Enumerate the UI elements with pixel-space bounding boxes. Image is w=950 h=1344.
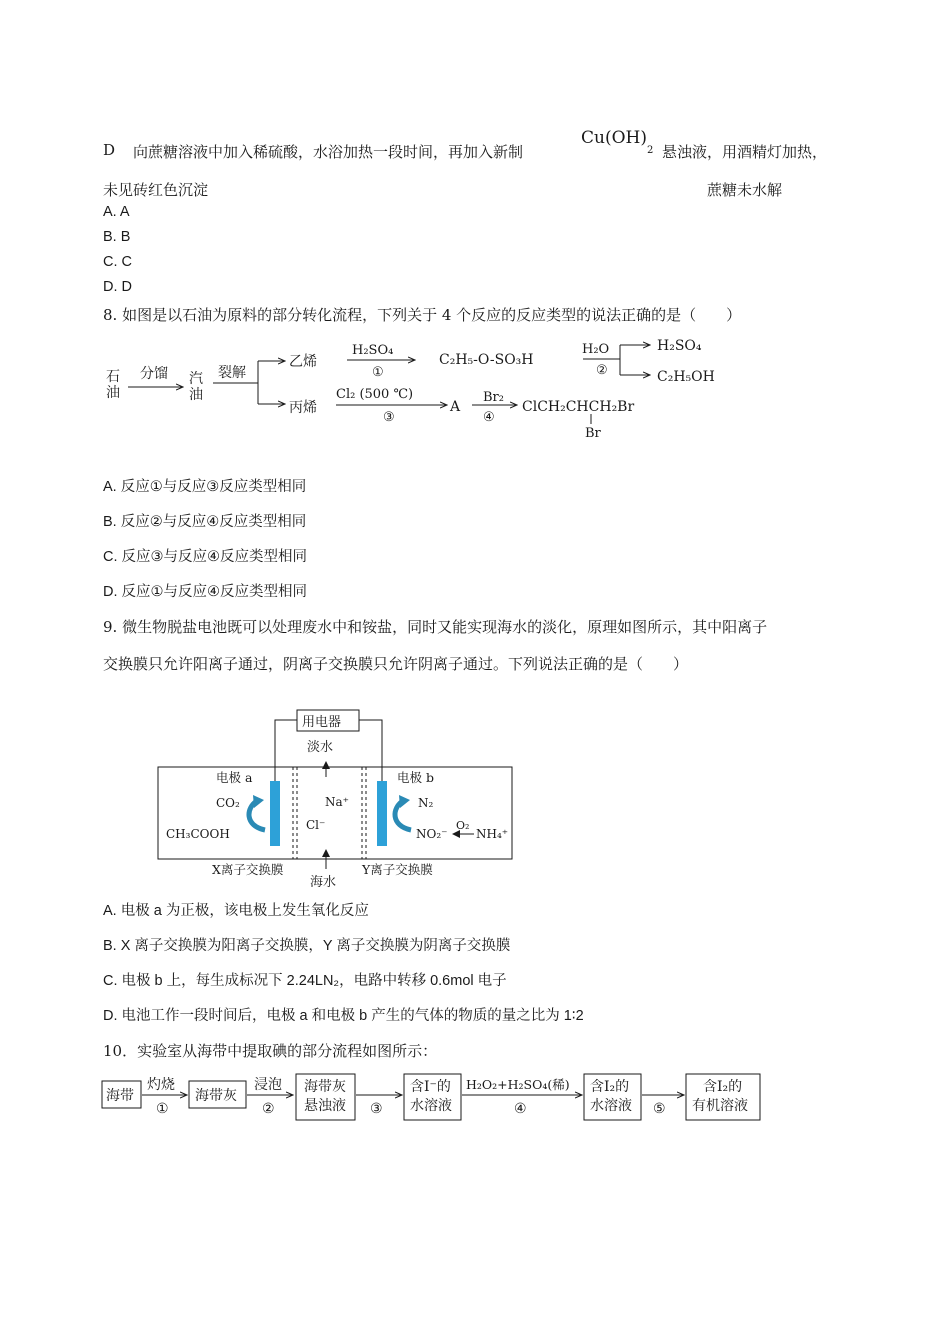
q8-final-product: ClCH₂CHCH₂Br xyxy=(522,399,635,415)
q7-formula-cuoh: $Cu(OH)_2$ xyxy=(581,128,654,156)
q8-reagent-br2: Br₂ xyxy=(483,390,504,405)
q9-y-membrane-label: Y离子交换膜 xyxy=(362,862,433,877)
q9-n2: N₂ xyxy=(418,796,434,810)
q8-step2: ② xyxy=(596,363,608,378)
q8-cracking-label: 裂解 xyxy=(218,365,246,381)
q8-reagent-h2so4: H₂SO₄ xyxy=(352,343,394,358)
q8-option-b[interactable]: B. 反应②与反应④反应类型相同 xyxy=(103,514,307,530)
q8-propylene: 丙烯 xyxy=(289,400,317,416)
q8-step1: ① xyxy=(372,365,384,380)
q7-row-d-text-b: 悬浊液，用酒精灯加热， xyxy=(662,143,828,161)
q10-n1: ① xyxy=(156,1101,169,1117)
q9-fresh-water: 淡水 xyxy=(307,740,334,755)
q8-step3: ③ xyxy=(383,410,395,425)
q8-petroleum-char1: 石 xyxy=(106,369,120,385)
q9-acetic-acid: CH₃COOH xyxy=(166,827,230,841)
q10-box5-line2: 水溶液 xyxy=(590,1098,632,1114)
q10-box4-line1: 含I⁻的 xyxy=(410,1079,451,1095)
q10-box5-line1: 含I₂的 xyxy=(590,1079,630,1095)
q9-stem-line2: 交换膜只允许阳离子通过，阴离子交换膜只允许阴离子通过。下列说法正确的是（ ） xyxy=(103,655,689,673)
q8-final-branch: Br xyxy=(585,426,601,441)
q7-row-d-conclusion: 蔗糖未水解 xyxy=(707,181,783,199)
q10-box2-text: 海带灰 xyxy=(195,1088,237,1104)
q9-stem-line1: 9. 微生物脱盐电池既可以处理废水中和铵盐，同时又能实现海水的淡化，原理如图所示，其中阳离子 xyxy=(103,618,768,636)
q8-option-c[interactable]: C. 反应③与反应④反应类型相同 xyxy=(103,549,308,565)
q7-option-a[interactable]: A. A xyxy=(103,204,130,220)
q10-n2: ② xyxy=(262,1101,275,1117)
q9-option-b[interactable]: B. X 离子交换膜为阳离子交换膜，Y 离子交换膜为阴离子交换膜 xyxy=(103,938,511,954)
q7-row-d-text-c: 未见砖红色沉淀 xyxy=(103,181,209,199)
q10-op2: 浸泡 xyxy=(254,1077,282,1093)
q8-product-ethanol: C₂H₅OH xyxy=(657,369,715,385)
q8-option-a[interactable]: A. 反应①与反应③反应类型相同 xyxy=(103,479,307,495)
q10-box6-line1: 含I₂的 xyxy=(703,1079,743,1095)
q10-n5: ⑤ xyxy=(653,1101,666,1117)
q9-co2: CO₂ xyxy=(216,796,240,810)
q7-option-d[interactable]: D. D xyxy=(103,279,132,295)
q7-row-d-text-a: 向蔗糖溶液中加入稀硫酸，水浴加热一段时间，再加入新制 xyxy=(133,143,524,161)
q10-op4: H₂O₂+H₂SO₄(稀) xyxy=(466,1077,570,1092)
q10-n3: ③ xyxy=(370,1101,383,1117)
q8-step4: ④ xyxy=(483,410,495,425)
q9-appliance-label: 用电器 xyxy=(302,715,342,730)
q9-x-membrane-label: X离子交换膜 xyxy=(212,862,284,877)
q10-box1-text: 海带 xyxy=(106,1088,134,1104)
q9-nh4-ion: NH₄⁺ xyxy=(476,827,509,841)
q10-box4-line2: 水溶液 xyxy=(410,1098,452,1114)
q9-option-c[interactable]: C. 电极 b 上，每生成标况下 2.24LN₂，电路中转移 0.6mol 电子 xyxy=(103,973,507,989)
q10-n4: ④ xyxy=(514,1101,527,1117)
q9-na-ion: Na⁺ xyxy=(325,795,349,809)
q7-row-d-label: D xyxy=(103,141,116,159)
q9-electrode-a-label: 电极 a xyxy=(216,770,253,785)
q10-stem: 10．实验室从海带中提取碘的部分流程如图所示： xyxy=(103,1042,438,1060)
q10-box6-line2: 有机溶液 xyxy=(692,1098,748,1114)
q9-o2: O₂ xyxy=(456,819,470,832)
q8-compound-a: A xyxy=(450,399,461,415)
q7-option-c[interactable]: C. C xyxy=(103,254,132,270)
q8-reagent-cl2: Cl₂ (500 ℃) xyxy=(336,387,414,402)
q8-ethylene: 乙烯 xyxy=(289,354,317,370)
q9-option-d[interactable]: D. 电池工作一段时间后，电极 a 和电极 b 产生的气体的物质的量之比为 1∶2 xyxy=(103,1008,584,1024)
q8-gasoline-char1: 汽 xyxy=(189,371,203,387)
q8-fractionation-label: 分馏 xyxy=(140,366,168,382)
q10-box3-line1: 海带灰 xyxy=(304,1079,346,1095)
q8-gasoline-char2: 油 xyxy=(189,387,203,403)
q8-reagent-water: H₂O xyxy=(582,342,610,357)
q8-petroleum-char2: 油 xyxy=(106,385,120,401)
q8-intermediate: C₂H₅-O-SO₃H xyxy=(439,352,534,368)
q10-box3-line2: 悬浊液 xyxy=(304,1098,346,1114)
q9-electrode-b-label: 电极 b xyxy=(397,770,434,785)
q9-no2-ion: NO₂⁻ xyxy=(416,827,448,841)
q8-option-d[interactable]: D. 反应①与反应④反应类型相同 xyxy=(103,584,308,600)
q9-cl-ion: Cl⁻ xyxy=(306,818,326,832)
q8-product-acid: H₂SO₄ xyxy=(657,338,702,354)
q8-stem: 8. 如图是以石油为原料的部分转化流程，下列关于 4 个反应的反应类型的说法正确的是（ ） xyxy=(103,306,742,324)
q9-option-a[interactable]: A. 电极 a 为正极，该电极上发生氧化反应 xyxy=(103,903,369,919)
q10-op1: 灼烧 xyxy=(147,1077,175,1093)
q9-sea-water: 海水 xyxy=(310,875,337,890)
q7-option-b[interactable]: B. B xyxy=(103,229,131,245)
